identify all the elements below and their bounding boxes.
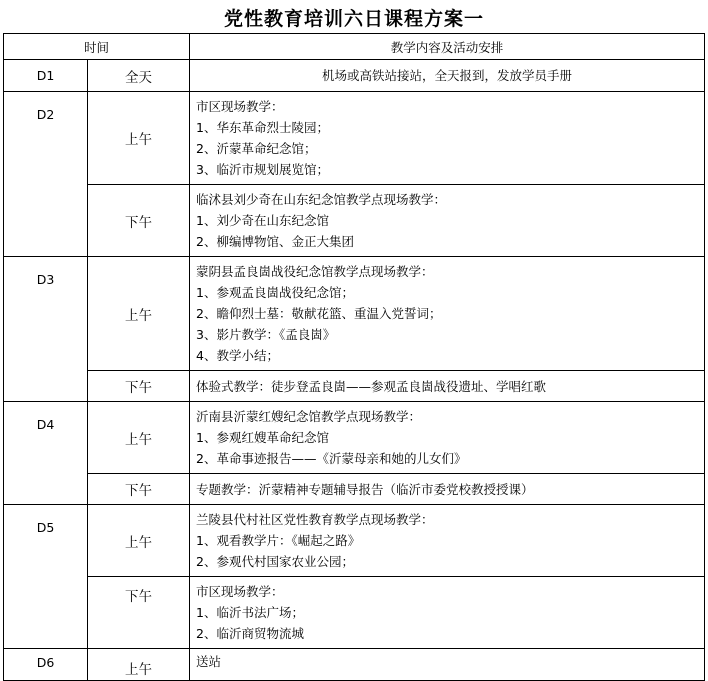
schedule-table xyxy=(3,33,705,681)
content-line: 2、瞻仰烈士墓：敬献花篮、重温入党誓词； xyxy=(196,306,442,321)
content-cell: 机场或高铁站接站，全天报到，发放学员手册 xyxy=(190,60,705,92)
content-cell xyxy=(190,257,705,371)
content-line: 2、参观代村国家农业公园； xyxy=(196,554,354,569)
table-header-row xyxy=(4,34,705,60)
day-label-d5: D5 xyxy=(4,505,88,649)
content-line: 2、革命事迹报告——《沂蒙母亲和她的儿女们》 xyxy=(196,451,467,466)
segment-label: 上午 xyxy=(88,257,190,371)
content-line: 3、临沂市规划展览馆； xyxy=(196,162,329,177)
content-line: 蒙阴县孟良崮战役纪念馆教学点现场教学： xyxy=(196,264,434,279)
content-line: 1、华东革命烈士陵园； xyxy=(196,120,329,135)
content-cell xyxy=(190,649,705,681)
content-cell xyxy=(190,402,705,474)
segment-label: 上午 xyxy=(88,505,190,577)
content-line: 专题教学：沂蒙精神专题辅导报告（临沂市委党校教授授课） xyxy=(196,481,534,497)
table-row-d4-am xyxy=(4,402,705,474)
content-line: 3、影片教学：《孟良崮》 xyxy=(196,327,336,342)
content-cell xyxy=(190,577,705,649)
content-line: 1、参观孟良崮战役纪念馆； xyxy=(196,285,354,300)
content-line: 2、临沂商贸物流城 xyxy=(196,626,304,641)
content-cell xyxy=(190,505,705,577)
content-line: 送站 xyxy=(196,654,222,669)
segment-label: 下午 xyxy=(88,371,190,402)
content-cell xyxy=(190,371,705,402)
table-row-d1 xyxy=(4,60,705,92)
content-line: 兰陵县代村社区党性教育教学点现场教学： xyxy=(196,512,434,527)
content-line: 临沭县刘少奇在山东纪念馆教学点现场教学： xyxy=(196,192,447,207)
day-label-d3: D3 xyxy=(4,257,88,402)
day-label-d6: D6 xyxy=(4,649,88,681)
content-line: 1、临沂书法广场； xyxy=(196,605,304,620)
day-label-d4: D4 xyxy=(4,402,88,505)
segment-label: 下午 xyxy=(88,474,190,505)
content-line: 1、参观红嫂革命纪念馆 xyxy=(196,430,329,445)
table-row-d2-pm xyxy=(4,185,705,257)
table-row-d4-pm xyxy=(4,474,705,505)
day-label-d1: D1 xyxy=(4,60,88,92)
content-line: 1、刘少奇在山东纪念馆 xyxy=(196,213,329,228)
table-row-d5-am xyxy=(4,505,705,577)
content-line: 体验式教学：徒步登孟良崮——参观孟良崮战役遗址、学唱红歌 xyxy=(196,378,547,394)
table-row-d6 xyxy=(4,649,705,681)
content-line: 沂南县沂蒙红嫂纪念馆教学点现场教学： xyxy=(196,409,422,424)
header-content: 教学内容及活动安排 xyxy=(190,34,705,60)
table-row-d3-pm xyxy=(4,371,705,402)
segment-label: 上午 xyxy=(88,92,190,185)
table-row-d2-am xyxy=(4,92,705,185)
day-label-d2: D2 xyxy=(4,92,88,257)
content-cell xyxy=(190,185,705,257)
segment-label: 上午 xyxy=(88,649,190,681)
content-line: 4、教学小结； xyxy=(196,348,279,363)
table-row-d3-am xyxy=(4,257,705,371)
segment-label: 下午 xyxy=(88,185,190,257)
segment-label: 上午 xyxy=(88,402,190,474)
content-line: 2、柳编博物馆、金正大集团 xyxy=(196,234,354,249)
segment-label: 下午 xyxy=(88,577,190,649)
content-cell xyxy=(190,474,705,505)
content-line: 1、观看教学片：《崛起之路》 xyxy=(196,533,361,548)
content-cell xyxy=(190,92,705,185)
segment-label: 全天 xyxy=(88,60,190,92)
header-time: 时间 xyxy=(4,34,190,60)
document-title: 党性教育培训六日课程方案一 xyxy=(223,8,484,30)
content-line: 2、沂蒙革命纪念馆； xyxy=(196,141,317,156)
table-row-d5-pm xyxy=(4,577,705,649)
content-line: 市区现场教学： xyxy=(196,584,284,599)
content-line: 市区现场教学： xyxy=(196,99,284,114)
